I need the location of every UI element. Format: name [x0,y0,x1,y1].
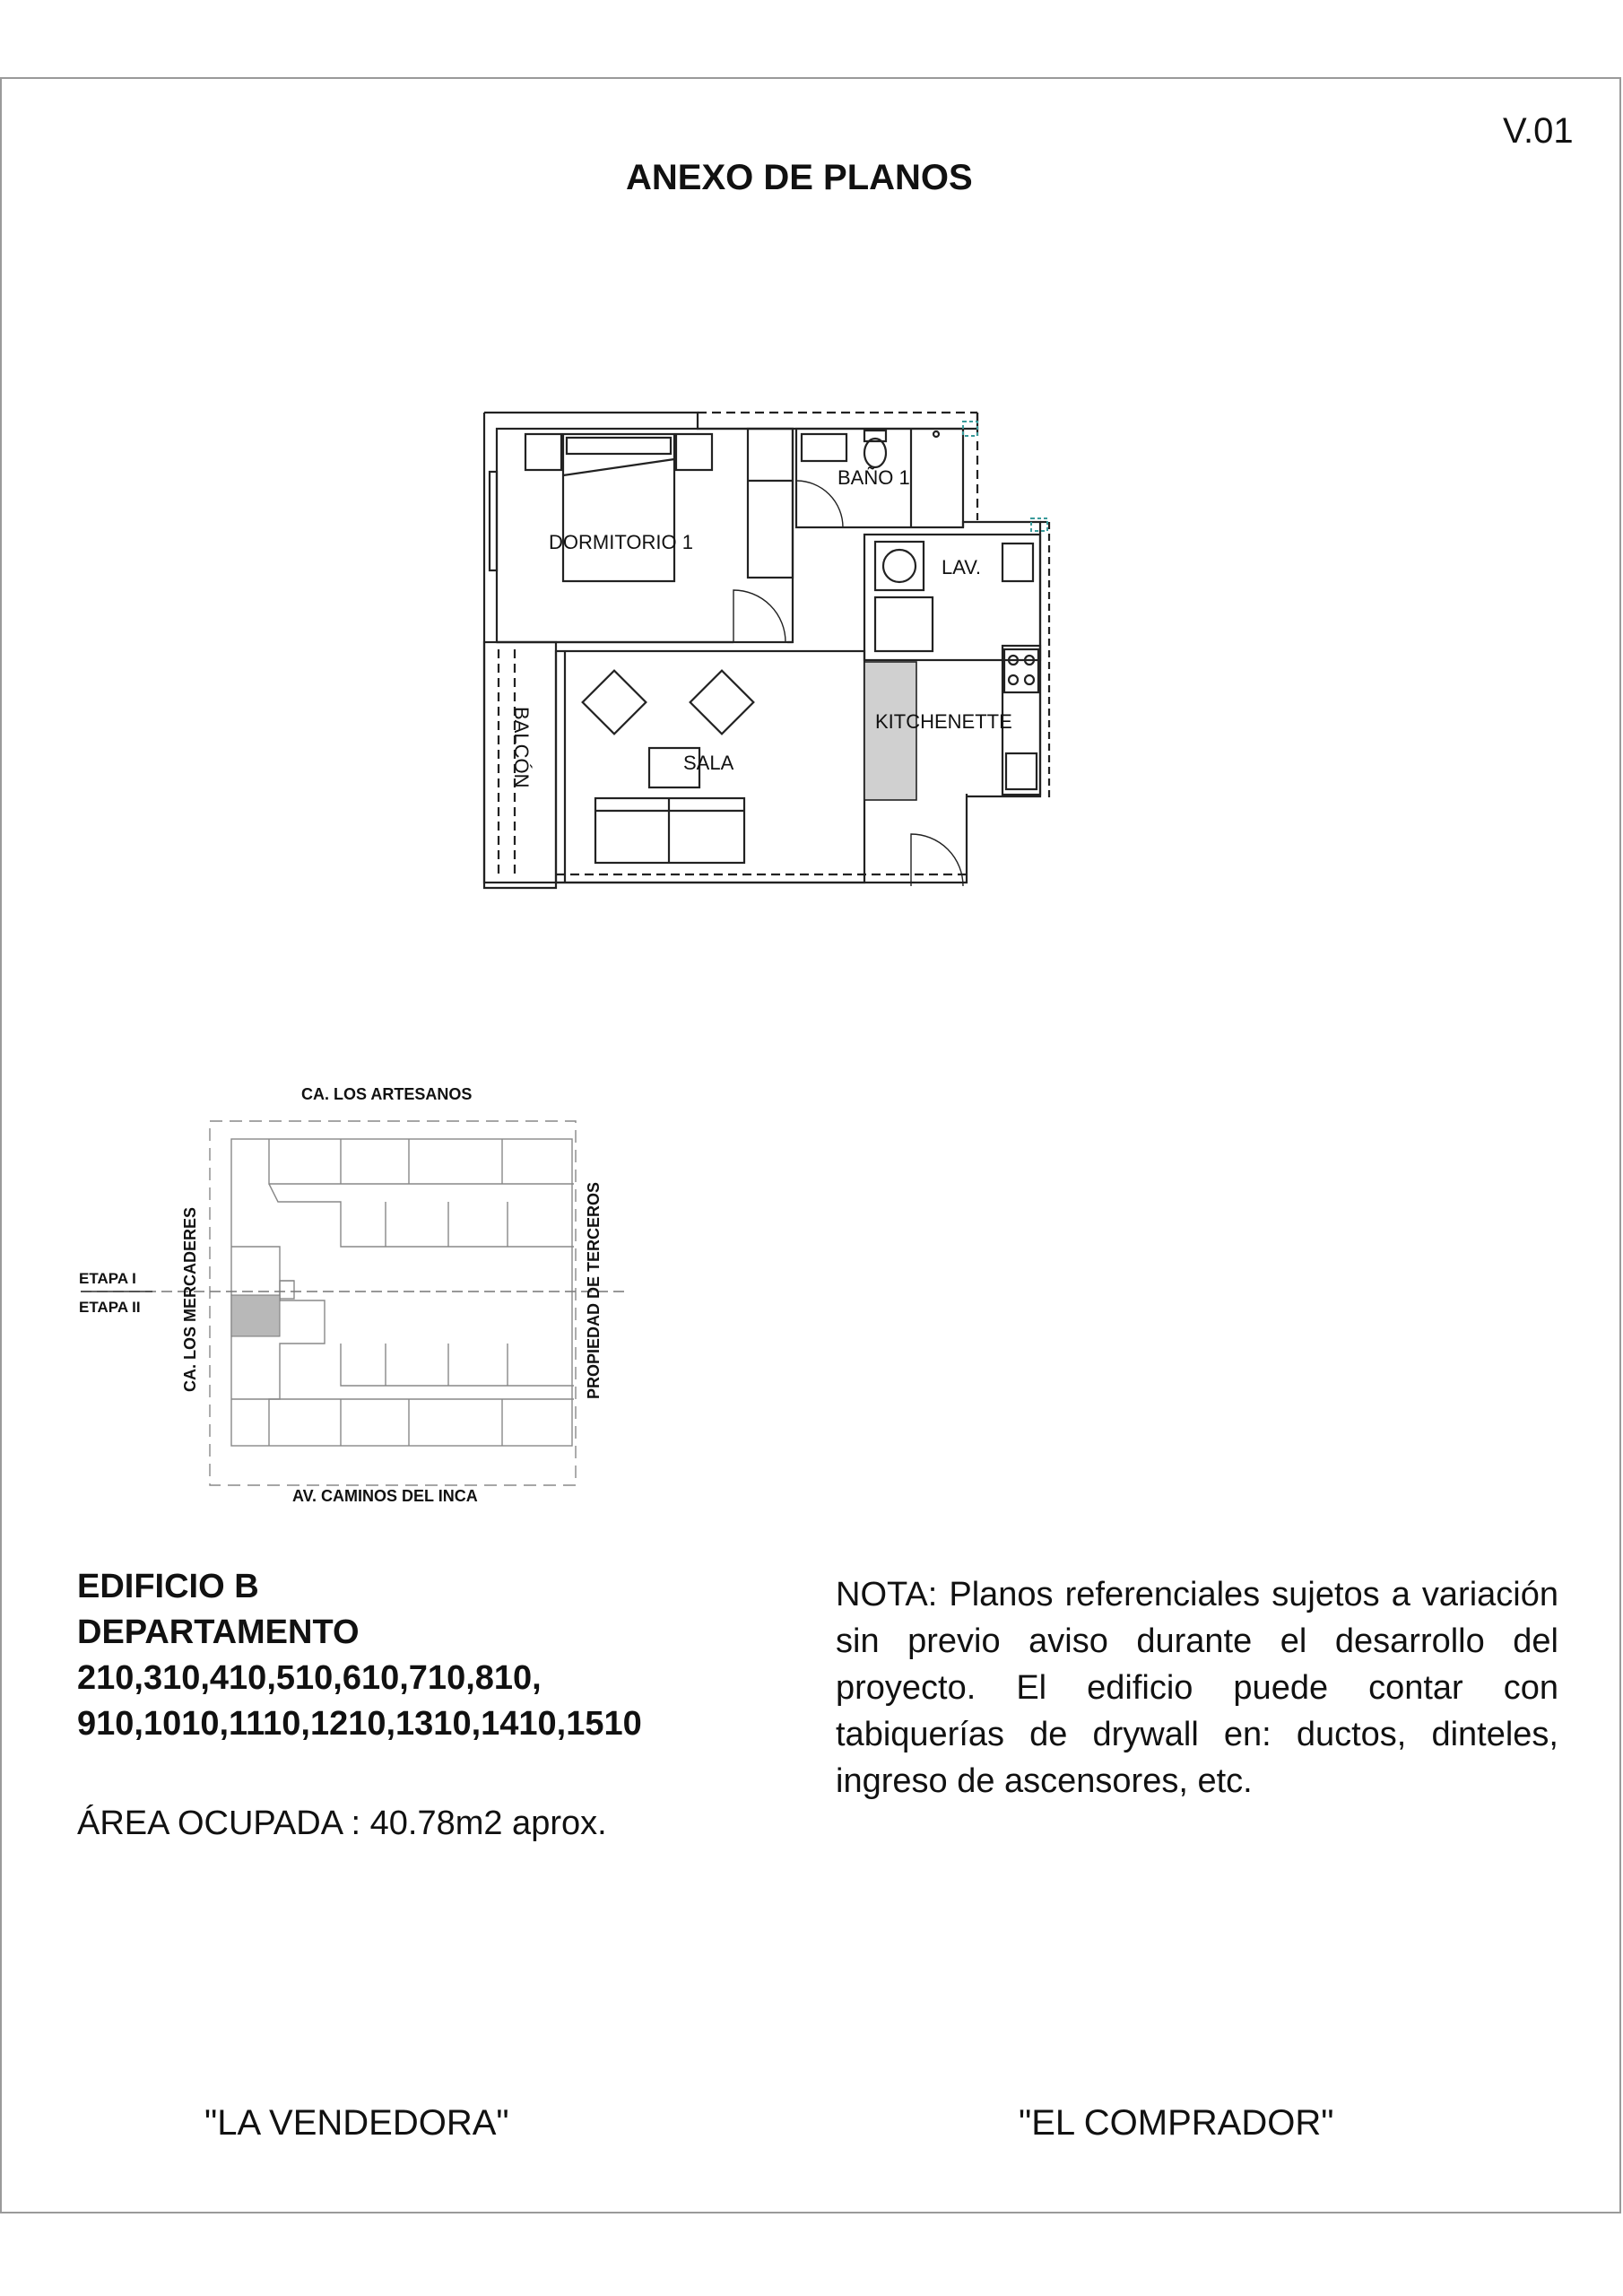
version-label: V.01 [1503,111,1574,151]
room-label-bano: BAÑO 1 [838,466,910,489]
street-west-label: CA. LOS MERCADERES [181,1206,199,1392]
room-label-kitchenette: KITCHENETTE [875,710,1012,733]
etapa-2-label: ETAPA II [79,1299,141,1316]
buyer-signature-label: "EL COMPRADOR" [1019,2103,1334,2143]
occupied-area: ÁREA OCUPADA : 40.78m2 aprox. [77,1805,607,1842]
department-numbers-line1: 210,310,410,510,610,710,810, [77,1659,542,1697]
etapa-1-label: ETAPA I [79,1270,136,1287]
page-title: ANEXO DE PLANOS [626,158,973,197]
room-label-balcon: BALCÓN [510,707,533,788]
seller-signature-label: "LA VENDEDORA" [204,2103,509,2143]
room-label-dormitorio: DORMITORIO 1 [549,531,693,553]
disclaimer-note: NOTA: Planos referenciales sujetos a variación sin previo aviso durante el desarrollo del proyecto. El edificio puede contar con tabiquerías de drywall en: ductos, dinteles, ingreso de ascensores, etc. [836,1576,1558,1800]
street-north-label: CA. LOS ARTESANOS [301,1085,473,1103]
room-label-lav: LAV. [942,556,982,578]
building-name: EDIFICIO B [77,1568,259,1605]
department-label: DEPARTAMENTO [77,1613,360,1651]
room-label-sala: SALA [683,752,734,774]
department-numbers-line2: 910,1010,1110,1210,1310,1410,1510 [77,1705,642,1743]
street-south-label: AV. CAMINOS DEL INCA [292,1487,478,1505]
unit-location-highlight [231,1295,280,1336]
unit-info [77,1564,642,1747]
east-property-label: PROPIEDAD DE TERCEROS [585,1181,603,1399]
